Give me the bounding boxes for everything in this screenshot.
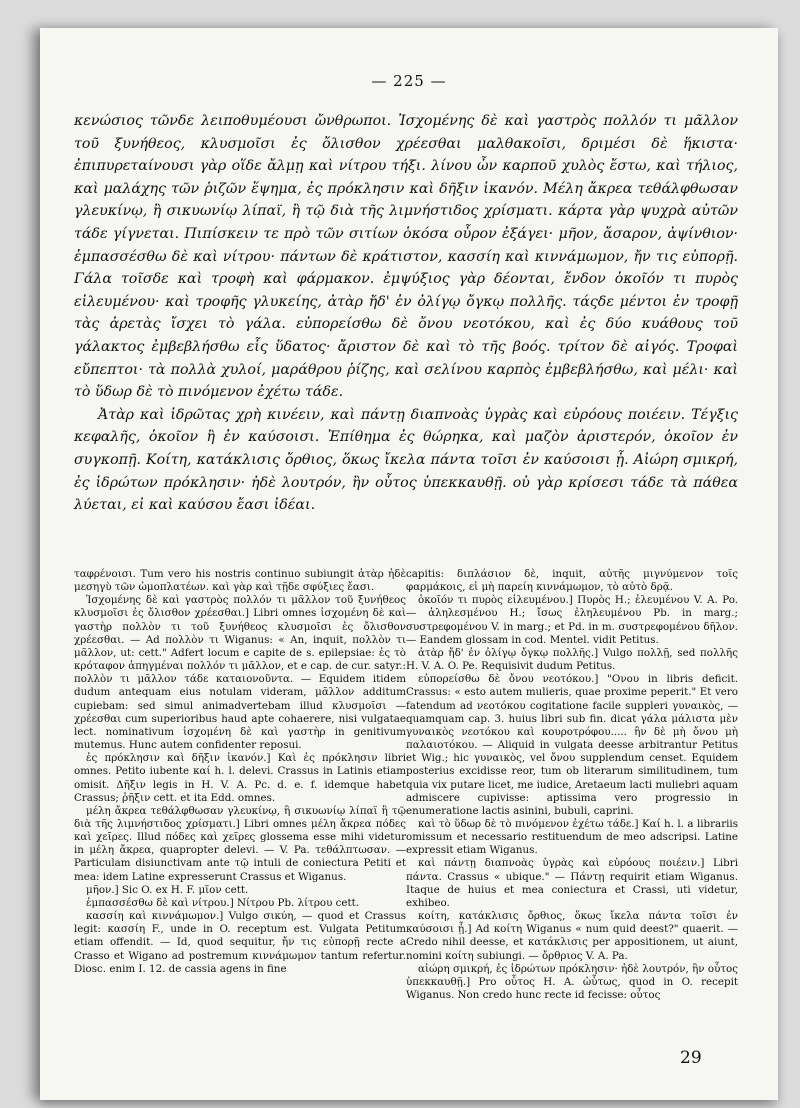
- footnotes-left-column: [74, 568, 406, 976]
- book-page: [40, 28, 778, 1100]
- footnote: ἐμπασσέσθω δὲ καὶ νίτρου.] Νίτρου Pb. λίτρου cett.: [86, 896, 360, 909]
- footnote: μῆον.] Sic O. ex H. F. μῖον cett.: [86, 883, 249, 896]
- footnote: ἀτὰρ ἤδ' ἐν ὀλίγῳ ὄγκῳ πολλῆς.] Vulgo πολλῇ, sed πολλῆς H. V. A. O. Pe. Requisivit dudum Petitus.: [406, 646, 738, 673]
- footnote: καὶ τὸ ὕδωρ δὲ τὸ πινόμενον ἐχέτω τάδε.] Καί h. l. a librariis omissum et necessario restituendum de meo adscripsi. Latine expressit etiam Wiganus.: [406, 817, 738, 857]
- footnote: εὐπορείσθω δὲ ὄνου νεοτόκου.] "Ονου in libris deficit. Crassus: « esto autem mulieris, quae proxime peperit." Et vero fatendum ad νεοτόκου cogitatione facile suppleri γυναικὸς, — quamquam cap. 3. huius libri sub fin. dicat γάλα μάλιστα μὲν γυναικὸς νεοτόκου καὶ κουροτρόφου..... ἢν δὲ μὴ ὄνου μὴ παλαιοτόκου. — Aliquid in vulgata deesse arbitrantur Petitus et Wig.; hic γυναικὸς, vel ὄνου supplendum censet. Equidem posterius excidisse reor, tum ob literarum similitudinem, tum quia vix putare licet, me iudice, Aretaeum lacti muliebri aquam admiscere cupivisse: aptissima vero progressio in enumeratione lactis asinini, bubuli, caprini.: [406, 673, 738, 817]
- footnotes-right-column: [406, 568, 738, 1002]
- footnote: capitis: διπλάσιον δὲ, inquit, αὐτῆς μιγνύμενον τοῖς φαρμάκοις, εἰ μὴ παρείη κιννάμωμον, τὸ αὐτὸ δρᾷ.: [406, 568, 738, 594]
- main-paragraph: Ἀτὰρ καὶ ἱδρῶτας χρὴ κινέειν, καὶ πάντῃ διαπνοὰς ὑγρὰς καὶ εὐρόους ποιέειν. Τέγξις κεφαλῆς, ὁκοῖον ἢ ἐν καύσοισι. Ἐπίθημα ἐς θώρηκα, καὶ μαζὸν ἀριστερόν, ὁκοῖον ἐν συγκοπῇ. Κοίτη, κατάκλισις ὄρθιος, ὅκως ἴκελα πάντα τοῖσι ἐν καύσοισι ᾖ. Αἰώρη σμικρή, ἐς ἱδρώτων πρόκλησιν· ἠδὲ λουτρόν, ἢν οὗτος ὑπεκκαυθῇ. οὐ γὰρ κρίσεσι τάδε τὰ πάθεα λύεται, εἰ καὶ καύσου ἔασι ἰδέαι.: [74, 406, 738, 514]
- footnote: αἰώρη σμικρή, ἐς ἱδρώτων πρόκλησιν· ἠδὲ λουτρόν, ἢν οὗτος ὑπεκκαυθῇ.] Pro οὗτος H. A. ὠὗτως, quod in O. recepit Wiganus. Non credo hunc recte id fecisse: οὗτος: [406, 962, 738, 1001]
- footnote: ὁκοῖόν τι πυρὸς εἰλευμένου.] Πυρὸς H.; ἐλευμένου V. A. Po. — ἀληλεσμένου H.; ἴσως ἐληλευμένου Pb. in marg.; συστρεφομένου V. in marg.; et Pd. in m. συστρεφομένου δῆλον. — Eandem glossam in cod. Mentel. vidit Petitus.: [406, 594, 738, 646]
- footnote: κασσίη καὶ κιννάμωμον.] Vulgo σικύη, — quod et Crassus legit: κασσίη F., unde in O. receptum est. Vulgata Petitum etiam offendit. — Id, quod sequitur, ἤν τις εὐπορῇ recte a Crasso et Wigano ad postremum κιννάμωμον tantum refertur. Diosc. enim I. 12. de cassia agens in fine: [74, 910, 406, 975]
- signature-mark: 29: [680, 1048, 702, 1068]
- footnote: κοίτη, κατάκλισις ὄρθιος, ὅκως ἴκελα πάντα τοῖσι ἐν καύσοισι ᾖ.] Ad κοίτη Wiganus « num quid deest?" quaerit. — Credo nihil deesse, et κατάκλισις per appositionem, ut aiunt, nomini κοίτη subiungi. — ὄρθριος V. A. Pa.: [406, 910, 738, 962]
- footnote: μέλη ἄκρεα τεθάλφθωσαν γλευκίνῳ, ἢ σικυωνίῳ λίπαϊ ἢ τῷ διὰ τῆς λιμνήστιδος χρίσματι.] Libri omnes μέλη ἄκρεα πόδες καὶ χεῖρες. Illud πόδες καὶ χεῖρες glossema esse mihi videtur in μέλη ἄκρεα, quapropter delevi. — V. Pa. τεθάλπτωσαν. — Particulam disiunctivam ante τῷ intuli de coniectura Petiti et mea: idem Latine expresserunt Crassus et Wiganus.: [74, 804, 406, 883]
- footnote: ταφρένοισι. Tum vero his nostris continuo subiungit ἀτὰρ ἠδὲ μεσηγὺ τῶν ὠμοπλατέων. καὶ γὰρ καὶ τῇδε σφύξιες ἔασι.: [74, 568, 406, 594]
- page-number: — 225 —: [371, 72, 447, 90]
- footnote: καὶ πάντῃ διαπνοὰς ὑγρὰς καὶ εὐρόους ποιέειν.] Libri πάντα. Crassus « ubique." — Πάντῃ requirit etiam Wiganus. Itaque de huius et mea coniectura et Crassi, uti videtur, exhibeo.: [406, 857, 738, 909]
- main-text: [74, 110, 738, 517]
- footnote: Ἰσχομένης δὲ καὶ γαστρὸς πολλόν τι μᾶλλον τοῦ ξυνήθεος κλυσμοῖσι ἐς ὄλισθον χρέεσθαι.] Libri omnes ἰσχομένη δὲ καὶ γαστὴρ πολλὸν τι τοῦ ξυνήθεος κλυσμοῖσι ἐς ὄλισθον χρέεσθαι. — Ad πολλὸν τι Wiganus: « An, inquit, πολλὸν τι μᾶλλον, ut: cett." Adfert locum e capite de s. epilepsiae: ἐς τὸ κρόταφον ἀπηγμέναι πολλόν τι μᾶλλον, et e cap. de cur. satyr.: πολλὸν τι μᾶλλον τάδε καταιονοῦντα. — Equidem itidem dudum antequam eius notulam videram, μᾶλλον additum cupiebam: sed simul animadvertebam illud κλυσμοῖσι — χρέεσθαι cum superioribus haud apte cohaerere, nisi vulgatae lect. nominativum ἰσχομένη δὲ καὶ γαστὴρ in genitivum mutemus. Hunc autem confidenter reposui.: [74, 594, 406, 752]
- main-paragraph: κενώσιος τῶνδε λειποθυμέουσι ὤνθρωποι. Ἰσχομένης δὲ καὶ γαστρὸς πολλόν τι μᾶλλον τοῦ ξυνήθεος, κλυσμοῖσι ἐς ὄλισθον χρέεσθαι μαλθακοῖσι, δριμέσι δὲ ἥκιστα· ἐπιπυρεταίνουσι γὰρ οἵδε ἄλμῃ καὶ νίτρου τήξι. λίνου ὦν καρποῦ χυλὸς ἔστω, καὶ τήλιος, καὶ μαλάχης τῶν ῥιζῶν ἕψημα, ἐς πρόκλησιν καὶ δῆξιν ἱκανόν. Μέλη ἄκρεα τεθάλφθωσαν γλευκίνῳ, ἢ σικυωνίῳ λίπαϊ, ἢ τῷ διὰ τῆς λιμνήστιδος χρίσματι. κάρτα γὰρ ψυχρὰ αὐτῶν τάδε γίγνεται. Πιπίσκειν τε πρὸ τῶν σιτίων ὁκόσα οὖρον ἐξάγει· μῆον, ἄσαρον, ἀψίνθιον· ἐμπασσέσθω δὲ καὶ νίτρου· πάντων δὲ κράτιστον, κασσίη καὶ κιννάμωμον, ἤν τις εὐπορῇ. Γάλα τοῖσδε καὶ τροφὴ καὶ φάρμακον. ἐμψύξιος γὰρ δέονται, ἔνδον ὁκοῖόν τι πυρὸς εἰλευμένου· καὶ τροφῆς γλυκείης, ἀτὰρ ἤδ' ἐν ὀλίγῳ ὄγκῳ πολλῆς. τάςδε μέντοι ἐν τροφῇ τὰς ἀρετὰς ἴσχει τὸ γάλα. εὐπορείσθω δὲ ὄνου νεοτόκου, καὶ ἐς δύο κυάθους τοῦ γάλακτος ἐμβεβλήσθω εἷς ὕδατος· ἄριστον δὲ καὶ τὸ τῆς βοός. τρίτον δὲ αἰγός. Τροφαὶ εὔπεπτοι· τὰ πολλὰ χυλοί, μαράθρου ῥίζης, καὶ σελίνου καρπὸς ἐμβεβλήσθω, καὶ μέλι· καὶ τὸ ὕδωρ δὲ τὸ πινόμενον ἐχέτω τάδε.: [74, 113, 738, 401]
- footnote: ἐς πρόκλησιν καὶ δῆξιν ἱκανόν.] Καὶ ἐς πρόκλησιν libri omnes. Petito iubente καί h. l. delevi. Crassus in Latinis etiam omisit. Δῆξιν legis in H. V. A. Pc. d. e. f. idemque habet Crassus; ῥῆξιν cett. et ita Edd. omnes.: [74, 752, 406, 804]
